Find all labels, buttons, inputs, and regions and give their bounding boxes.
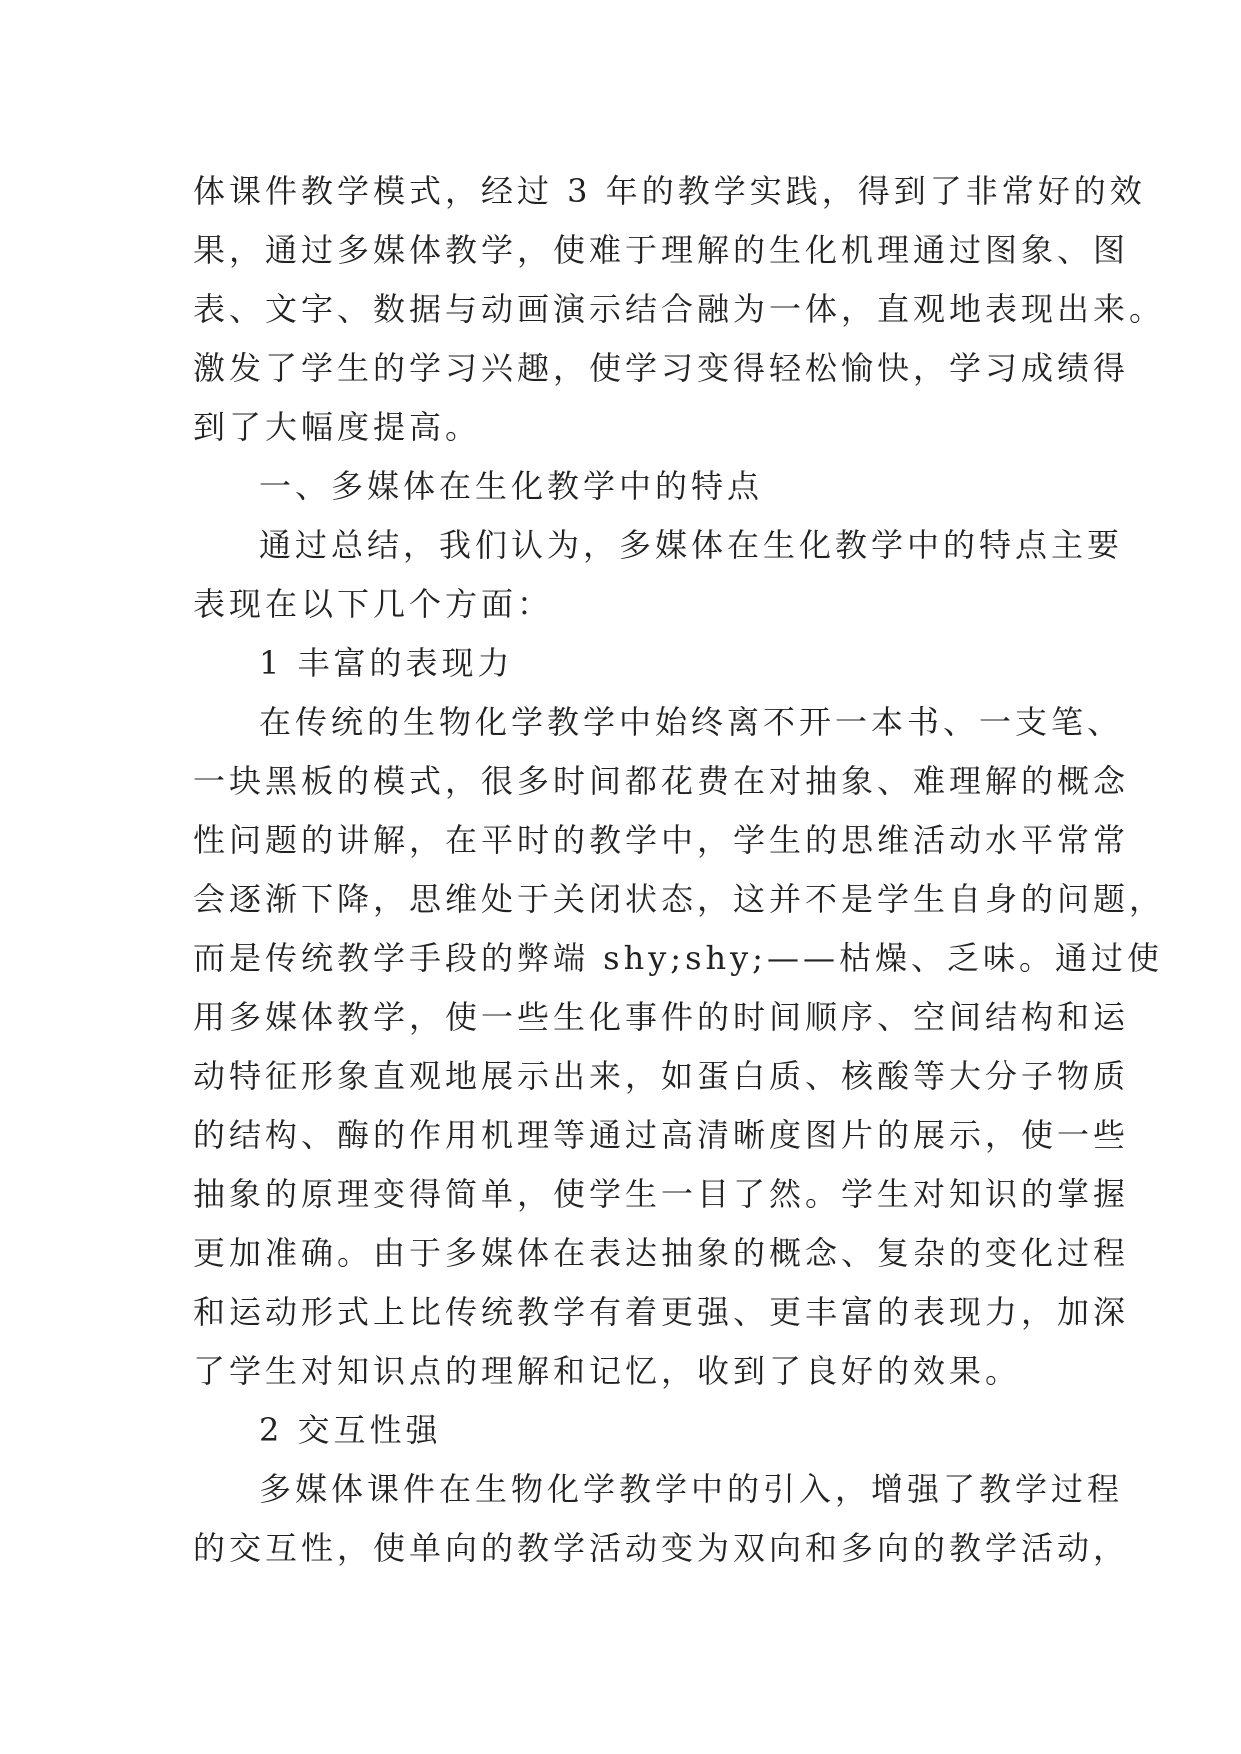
text-line: 了学生对知识点的理解和记忆，收到了良好的效果。 bbox=[193, 1352, 1022, 1390]
text-line: 的结构、酶的作用机理等通过高清晰度图片的展示，使一些 bbox=[193, 1116, 1130, 1154]
subsection-heading: 2 交互性强 bbox=[259, 1411, 442, 1449]
text-line: 激发了学生的学习兴趣，使学习变得轻松愉快，学习成绩得 bbox=[193, 349, 1130, 387]
section-heading: 一、多媒体在生化教学中的特点 bbox=[259, 467, 764, 505]
text-line: 更加准确。由于多媒体在表达抽象的概念、复杂的变化过程 bbox=[193, 1234, 1130, 1272]
text-line: 和运动形式上比传统教学有着更强、更丰富的表现力，加深 bbox=[193, 1293, 1130, 1331]
text-line: 用多媒体教学，使一些生化事件的时间顺序、空间结构和运 bbox=[193, 998, 1130, 1036]
text-line: 表、文字、数据与动画演示结合融为一体，直观地表现出来。 bbox=[193, 290, 1166, 328]
text-line: 的交互性，使单向的教学活动变为双向和多向的教学活动， bbox=[193, 1529, 1130, 1567]
text-line: 表现在以下几个方面： bbox=[193, 585, 554, 623]
text-line: 到了大幅度提高。 bbox=[193, 408, 482, 446]
text-line: 动特征形象直观地展示出来，如蛋白质、核酸等大分子物质 bbox=[193, 1057, 1130, 1095]
text-line: 而是传统教学手段的弊端 shy;shy;——枯燥、乏味。通过使 bbox=[193, 939, 1163, 977]
text-line: 体课件教学模式，经过 3 年的教学实践，得到了非常好的效 bbox=[193, 172, 1146, 210]
text-line: 在传统的生物化学教学中始终离不开一本书、一支笔、 bbox=[259, 703, 1124, 741]
subsection-heading: 1 丰富的表现力 bbox=[259, 644, 514, 682]
text-line: 会逐渐下降，思维处于关闭状态，这并不是学生自身的问题， bbox=[193, 880, 1166, 918]
text-line: 多媒体课件在生物化学教学中的引入，增强了教学过程 bbox=[259, 1470, 1124, 1508]
text-line: 抽象的原理变得简单，使学生一目了然。学生对知识的掌握 bbox=[193, 1175, 1130, 1213]
document-body bbox=[193, 162, 1166, 1578]
text-line: 果，通过多媒体教学，使难于理解的生化机理通过图象、图 bbox=[193, 231, 1130, 269]
text-line: 性问题的讲解，在平时的教学中，学生的思维活动水平常常 bbox=[193, 821, 1130, 859]
text-line: 一块黑板的模式，很多时间都花费在对抽象、难理解的概念 bbox=[193, 762, 1130, 800]
text-line: 通过总结，我们认为，多媒体在生化教学中的特点主要 bbox=[259, 526, 1124, 564]
